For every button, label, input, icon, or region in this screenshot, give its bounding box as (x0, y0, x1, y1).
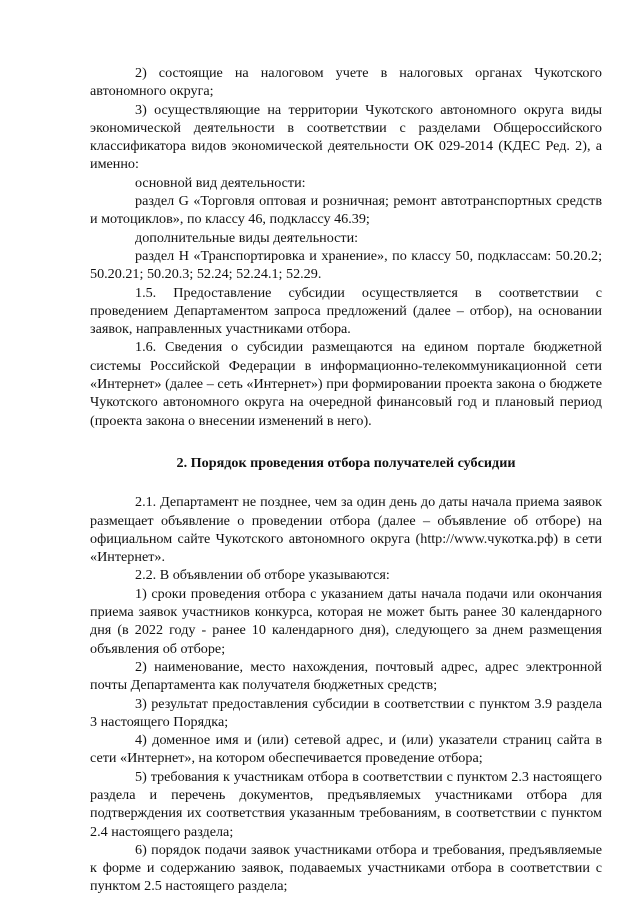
paragraph-item-3: 3) осуществляющие на территории Чукотского автономного округа виды экономической деятельности в соответствии с разделами Общероссийского классификатора видов экономической деятельности ОК 029-2014 (КДЕС Ред. 2), а именно: (90, 101, 602, 173)
document-page (90, 64, 602, 896)
list-item-5: 5) требования к участникам отбора в соответствии с пунктом 2.3 настоящего раздела и перечень документов, предъявляемых участниками отбора для подтверждения их соответствия указанным требованиям, в соответствии с пунктом 2.4 настоящего раздела; (90, 768, 602, 840)
list-item-3: 3) результат предоставления субсидии в соответствии с пунктом 3.9 раздела 3 настоящего Порядка; (90, 695, 602, 730)
list-item-2: 2) наименование, место нахождения, почтовый адрес, адрес электронной почты Департамента как получателя бюджетных средств; (90, 658, 602, 694)
list-item-4: 4) доменное имя и (или) сетевой адрес, и (или) указатели страниц сайта в сети «Интернет», на котором обеспечивается проведение отбора; (90, 732, 602, 767)
paragraph-item-2: 2) состоящие на налоговом учете в налоговых органах Чукотского автономного округа; (90, 65, 602, 100)
list-item-1: 1) сроки проведения отбора с указанием даты начала подачи или окончания приема заявок участников конкурса, которая не может быть ранее 30 календарного дня (в 2022 году - ранее 10 календарного дня), следующего за днем размещения объявления об отборе; (90, 585, 602, 657)
list-item-6: 6) порядок подачи заявок участниками отбора и требования, предъявляемые к форме и содержанию заявок, подаваемых участниками отбора в соответствии с пунктом 2.5 настоящего раздела; (90, 841, 602, 895)
paragraph-section-h: раздел H «Транспортировка и хранение», по классу 50, подклассам: 50.20.2; 50.20.21; 50.20.3; 52.24; 52.24.1; 52.29. (90, 247, 602, 283)
paragraph-2-1: 2.1. Департамент не позднее, чем за один день до даты начала приема заявок размещает объявление о проведении отбора (далее – объявление об отборе) на официальном сайте Чукотского автономного округа (http://www.чукотка.рф) в сети «Интернет». (90, 494, 602, 566)
paragraph-1-6: 1.6. Сведения о субсидии размещаются на едином портале бюджетной системы Российской Федерации в информационно-телекоммуникационной сети «Интернет» (далее – сеть «Интернет») при формировании проекта закона о бюджете Чукотского автономного округа на очередной финансовый год и плановый период (проекта закона о внесении изменений в него). (90, 339, 602, 429)
paragraph-1-5: 1.5. Предоставление субсидии осуществляется в соответствии с проведением Департаментом запроса предложений (далее – отбор), на основании заявок, направленных участниками отбора. (90, 284, 602, 338)
paragraph-section-g: раздел G «Торговля оптовая и розничная; ремонт автотранспортных средств и мотоциклов», по классу 46, подклассу 46.39; (90, 193, 602, 228)
paragraph-2-2: 2.2. В объявлении об отборе указываются: (135, 567, 390, 584)
section-heading: 2. Порядок проведения отбора получателей субсидии (176, 454, 516, 471)
paragraph-main-activity-label: основной вид деятельности: (135, 174, 306, 191)
paragraph-additional-activity-label: дополнительные виды деятельности: (135, 229, 359, 246)
